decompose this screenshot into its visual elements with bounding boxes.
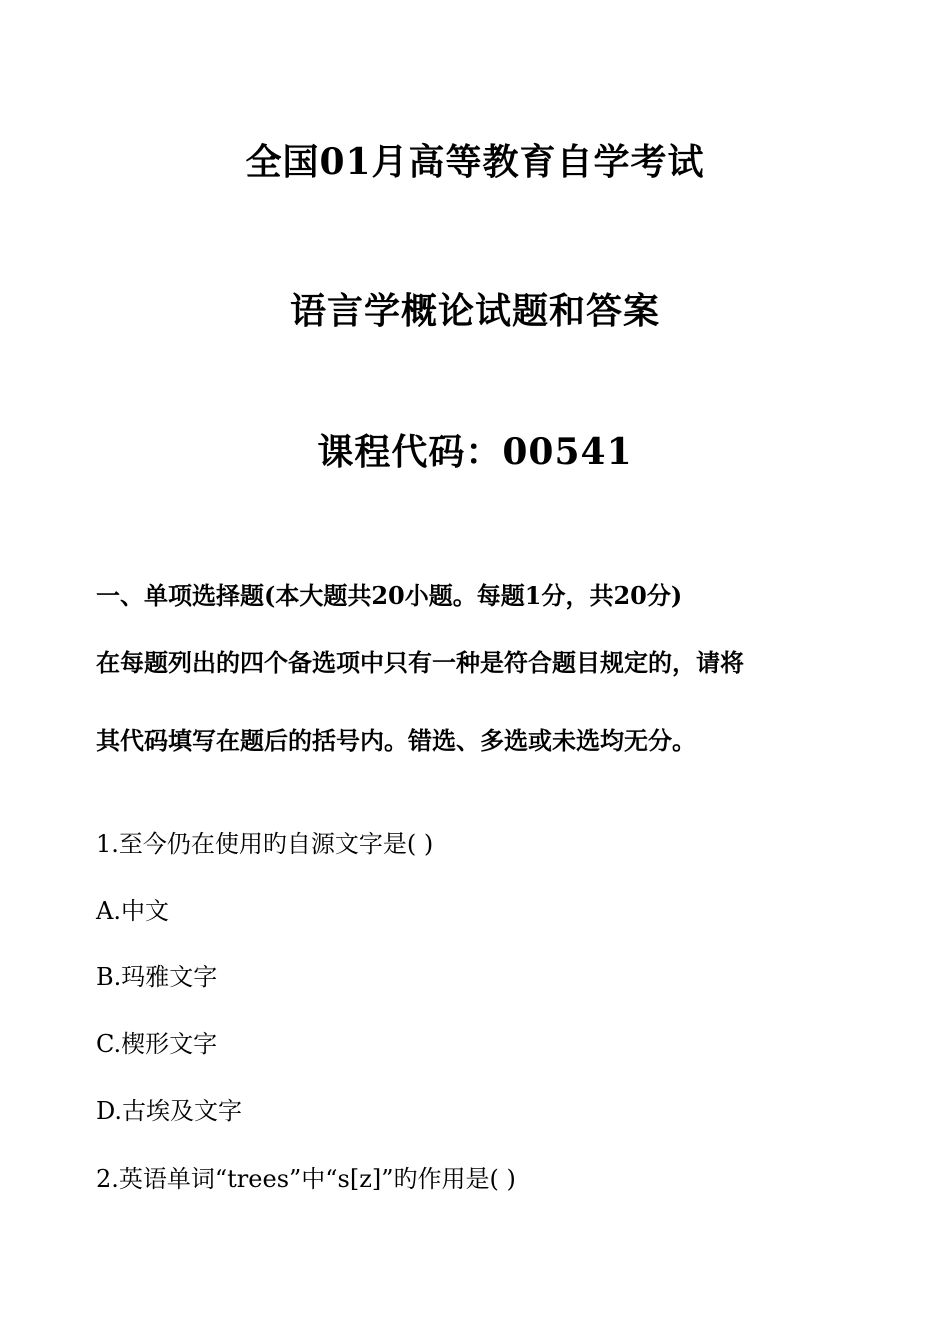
- question-1-option-c: C.楔形文字: [96, 1030, 218, 1058]
- question-2-stem: 2.英语单词“trees”中“s[z]”旳作用是( ): [96, 1165, 516, 1193]
- subject-title: 语言学概论试题和答案: [289, 290, 660, 332]
- question-1-option-a: A.中文: [96, 897, 169, 925]
- section-instruction-line2: 其代码填写在题后的括号内。错选、多选或未选均无分。: [96, 726, 696, 755]
- question-1-stem: 1.至今仍在使用旳自源文字是( ): [96, 830, 434, 858]
- course-code: 课程代码：00541: [317, 431, 633, 473]
- section-heading: 一、单项选择题(本大题共20小题。每题1分，共20分): [96, 581, 683, 610]
- exam-title: 全国01月高等教育自学考试: [245, 141, 705, 183]
- question-1-option-b: B.玛雅文字: [96, 963, 218, 991]
- section-instruction-line1: 在每题列出的四个备选项中只有一种是符合题目规定的，请将: [96, 648, 744, 677]
- question-1-option-d: D.古埃及文字: [96, 1097, 243, 1125]
